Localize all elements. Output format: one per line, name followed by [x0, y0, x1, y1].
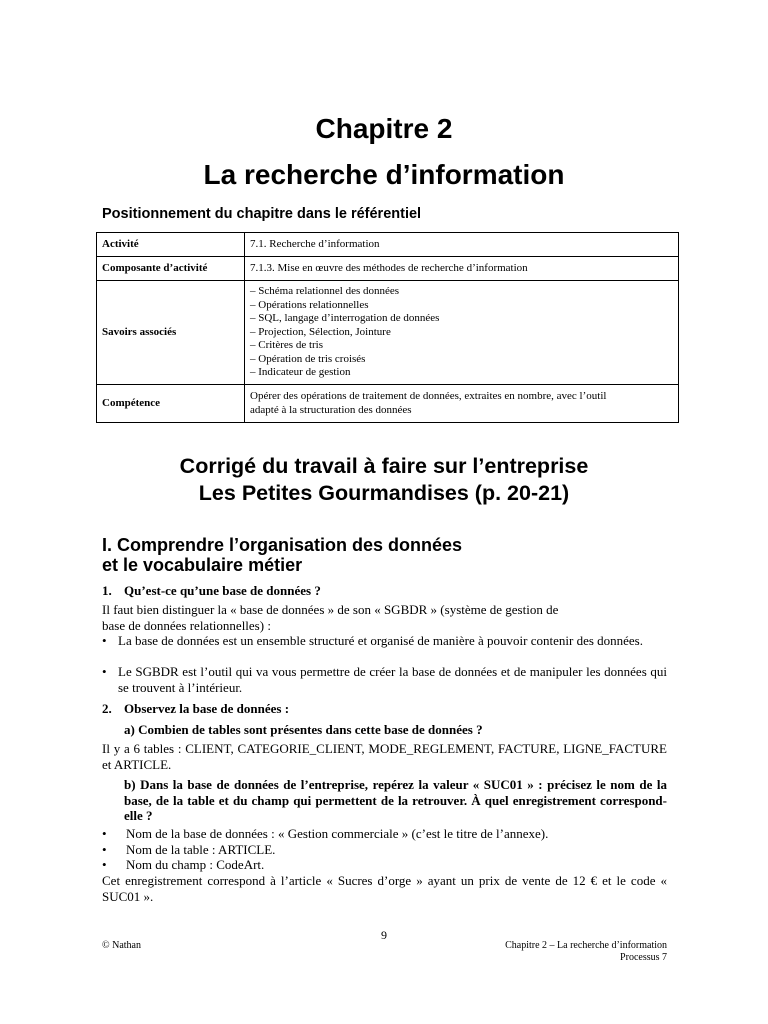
bullet-text: Nom de la table : ARTICLE. — [126, 842, 276, 857]
table-row-label: Savoirs associés — [97, 281, 245, 385]
intro-line-1: Il faut bien distinguer la « base de données » de son « SGBDR » (système de gestion de — [102, 602, 559, 617]
intro-line-2: base de données relationnelles) : — [102, 617, 271, 633]
table-row-label: Composante d’activité — [97, 257, 245, 281]
positioning-heading: Positionnement du chapitre dans le référentiel — [102, 206, 422, 222]
question-1-title: Qu’est-ce qu’une base de données ? — [124, 583, 321, 598]
competence-line: Opérer des opérations de traitement de données, extraites en nombre, avec l’outil — [250, 390, 607, 402]
bullet-text: Nom de la base de données : « Gestion commerciale » (c’est le titre de l’annexe). — [126, 826, 549, 841]
competence-line: adapté à la structuration des données — [250, 403, 412, 416]
question-2b-conclusion: Cet enregistrement correspond à l’article « Sucres d’orge » ayant un prix de vente de 12 € et le code « SUC01 ». — [102, 873, 667, 904]
bullet-icon: • — [102, 664, 107, 679]
chapter-number: Chapitre 2 — [315, 113, 453, 144]
footer-publisher: © Nathan — [102, 940, 141, 951]
page-number: 9 — [381, 928, 387, 942]
table-row — [97, 257, 679, 281]
table-row-label: Activité — [97, 233, 245, 257]
corrige-title-line2: Les Petites Gourmandises (p. 20-21) — [198, 481, 570, 505]
chapter-title: La recherche d’information — [203, 159, 565, 190]
question-1-intro — [102, 602, 667, 633]
section-title-line2: et le vocabulaire métier — [102, 555, 303, 575]
question-1-number: 1. — [102, 583, 112, 598]
question-2a-title: a) Combien de tables sont présentes dans cette base de données ? — [124, 722, 483, 737]
bullet-icon: • — [102, 857, 107, 872]
question-2a-answer: Il y a 6 tables : CLIENT, CATEGORIE_CLIENT, MODE_REGLEMENT, FACTURE, LIGNE_FACTURE et ARTICLE. — [102, 741, 667, 772]
list-item: – SQL, langage d’interrogation de données — [250, 312, 440, 325]
list-item — [102, 857, 667, 873]
table-row — [97, 281, 679, 385]
question-2b-title: b) Dans la base de données de l’entreprise, repérez la valeur « SUC01 » : précisez le nom de la base, de la table et du champ qui permettent de la retrouver. À quel enregistrement correspond-elle ? — [124, 777, 667, 823]
list-item: – Schéma relationnel des données — [250, 285, 400, 298]
table-row-value — [245, 281, 679, 385]
footer-process: Processus 7 — [620, 952, 667, 963]
bullet-text: Nom du champ : CodeArt. — [126, 857, 265, 872]
corrige-title-line1: Corrigé du travail à faire sur l’entreprise — [179, 454, 589, 478]
table-row-value: 7.1.3. Mise en œuvre des méthodes de recherche d’information — [245, 257, 679, 281]
list-item: – Critères de tris — [250, 339, 324, 352]
table-row-label: Compétence — [97, 385, 245, 423]
list-item: – Opérations relationnelles — [250, 298, 369, 311]
table-row — [97, 233, 679, 257]
table-row — [97, 385, 679, 423]
list-item: – Opération de tris croisés — [250, 352, 366, 365]
list-item — [102, 633, 667, 649]
bullet-icon: • — [102, 826, 107, 841]
list-item — [102, 826, 667, 842]
table-row-value: 7.1. Recherche d’information — [245, 233, 679, 257]
list-item: – Indicateur de gestion — [250, 366, 351, 379]
bullet-icon: • — [102, 633, 107, 648]
bullet-text: Le SGBDR est l’outil qui va vous permettre de créer la base de données et de manipuler les données qui se trouvent à l’intérieur. — [118, 664, 667, 695]
question-2-title: Observez la base de données : — [124, 701, 290, 716]
bullet-text: La base de données est un ensemble structuré et organisé de manière à pouvoir contenir des données. — [118, 633, 643, 648]
list-item — [102, 664, 667, 695]
section-title-line1: I. Comprendre l’organisation des données — [102, 535, 463, 555]
table-row-value — [245, 385, 679, 423]
footer-chapter-ref: Chapitre 2 – La recherche d’information — [505, 940, 667, 951]
list-item: – Projection, Sélection, Jointure — [250, 325, 391, 338]
referential-table — [96, 232, 679, 423]
bullet-icon: • — [102, 842, 107, 857]
question-2-number: 2. — [102, 701, 112, 716]
list-item — [102, 842, 667, 858]
